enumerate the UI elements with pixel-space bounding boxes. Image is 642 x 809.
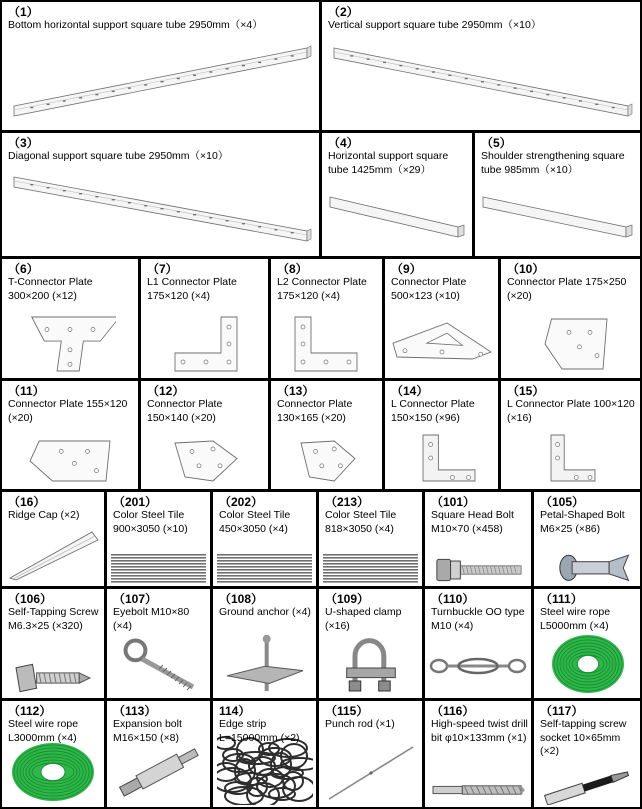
part-label: Color Steel Tile 818×3050 (×4): [325, 509, 397, 535]
u-clamp-icon: [339, 635, 403, 695]
part-number: （15）: [507, 384, 545, 398]
short-tube-icon: [479, 189, 636, 249]
part-label: Color Steel Tile 900×3050 (×10): [113, 509, 188, 535]
part-label: Diagonal support square tube 2950mm（×10）: [8, 150, 229, 162]
part-number: （213）: [325, 495, 370, 509]
steel-tile-icon: [111, 554, 206, 584]
part-label: Vertical support square tube 2950mm（×10）: [328, 19, 542, 31]
part-label: L Connector Plate 150×150 (×96): [391, 398, 475, 424]
pentagon-plate-icon: [171, 437, 241, 485]
part-cell-3: [2, 133, 319, 256]
part-cell-2: [322, 2, 640, 130]
part-cell-8: [271, 259, 382, 378]
part-label: Connector Plate 500×123 (×10): [391, 276, 467, 302]
part-label: Connector Plate 150×140 (×20): [147, 398, 223, 424]
part-label: Steel wire rope L3000mm (×4): [8, 718, 79, 744]
part-cell-115: [319, 701, 422, 807]
part-cell-114: [213, 701, 316, 807]
part-label: L Connector Plate 100×120 (×16): [507, 398, 635, 424]
part-label: L2 Connector Plate 175×120 (×4): [277, 276, 367, 302]
part-label: Ground anchor (×4): [219, 606, 311, 618]
part-number: （3）: [8, 136, 39, 150]
part-cell-105: [534, 492, 640, 586]
part-cell-6: [2, 259, 138, 378]
edge-strip-coil-icon: [217, 735, 313, 805]
part-cell-112: [2, 701, 104, 807]
wire-rope-coil-icon: [10, 741, 96, 803]
turnbuckle-icon: [429, 649, 527, 683]
part-number: （201）: [113, 495, 158, 509]
part-cell-117: [534, 701, 640, 807]
part-label: Bottom horizontal support square tube 2950mm（×4）: [8, 19, 263, 31]
part-label: High-speed twist drill bit φ10×133mm (×1): [431, 718, 528, 744]
part-cell-9: [385, 259, 498, 378]
petal-bolt-icon: [544, 548, 632, 584]
part-label: Square Head Bolt M10×70 (×458): [431, 509, 514, 535]
part-cell-4: [322, 133, 472, 256]
trapezoid-plate-icon: [541, 315, 611, 373]
eyebolt-icon: [117, 633, 201, 695]
part-label: Punch rod (×1): [325, 718, 395, 730]
part-label: Color Steel Tile 450×3050 (×4): [219, 509, 291, 535]
part-label: Self-tapping screw socket 10×65mm (×2): [540, 718, 627, 757]
part-cell-110: [425, 589, 531, 698]
part-label: Edge strip L=15000mm (×2): [219, 718, 300, 744]
part-label: Petal-Shaped Bolt M6×25 (×86): [540, 509, 625, 535]
part-number: （16）: [8, 495, 46, 509]
part-number: （110）: [431, 592, 475, 606]
part-number: （12）: [147, 384, 185, 398]
part-number: 114）: [219, 704, 251, 718]
angle-bracket-icon: [409, 431, 479, 485]
part-number: （113）: [113, 704, 157, 718]
part-cell-109: [319, 589, 422, 698]
part-number: （5）: [481, 136, 512, 150]
part-number: （105）: [540, 495, 585, 509]
part-cell-106: [2, 589, 104, 698]
expansion-bolt-icon: [113, 741, 205, 803]
long-plate-icon: [391, 319, 493, 363]
part-number: （115）: [325, 704, 369, 718]
ridge-cap-icon: [6, 526, 100, 582]
part-label: Self-Tapping Screw M6.3×25 (×320): [8, 606, 99, 632]
part-cell-116: [425, 701, 531, 807]
part-label: Ridge Cap (×2): [8, 509, 80, 521]
ground-anchor-icon: [223, 631, 307, 695]
part-cell-7: [141, 259, 268, 378]
part-number: （1）: [8, 5, 39, 19]
socket-bit-icon: [540, 769, 634, 805]
l2-plate-icon: [291, 315, 361, 373]
part-number: （4）: [328, 136, 359, 150]
part-number: （8）: [277, 262, 308, 276]
trapezoid-plate-icon: [26, 437, 114, 485]
part-cell-12: [141, 381, 268, 489]
part-number: （9）: [391, 262, 422, 276]
part-number: （108）: [219, 592, 264, 606]
part-cell-113: [107, 701, 210, 807]
part-label: Shoulder strengthening square tube 985mm（×10）: [481, 150, 625, 176]
t-plate-icon: [24, 315, 116, 373]
part-number: （10）: [507, 262, 545, 276]
part-cell-111: [534, 589, 640, 698]
part-number: （11）: [8, 384, 45, 398]
part-label: Eyebolt M10×80 (×4): [113, 606, 190, 632]
part-cell-1: [2, 2, 319, 130]
part-label: U-shaped clamp (×16): [325, 606, 402, 632]
part-number: （13）: [277, 384, 315, 398]
part-cell-108: [213, 589, 316, 698]
part-label: Connector Plate 175×250 (×20): [507, 276, 627, 302]
part-label: T-Connector Plate 300×200 (×12): [8, 276, 93, 302]
hex-bolt-icon: [429, 556, 527, 584]
long-tube-icon: [8, 42, 313, 126]
part-cell-213: [319, 492, 422, 586]
short-tube-icon: [326, 189, 468, 249]
wire-rope-coil-icon: [550, 633, 626, 695]
drill-bit-icon: [429, 775, 527, 805]
part-number: （2）: [328, 5, 359, 19]
part-number: （117）: [540, 704, 584, 718]
part-label: Steel wire rope L5000mm (×4): [540, 606, 611, 632]
part-label: Connector Plate 155×120 (×20): [8, 398, 128, 424]
punch-rod-icon: [325, 741, 417, 805]
part-cell-16: [2, 492, 104, 586]
part-number: （14）: [391, 384, 429, 398]
part-label: Horizontal support square tube 1425mm（×29）: [328, 150, 449, 176]
part-cell-201: [107, 492, 210, 586]
part-label: Expansion bolt M16×150 (×8): [113, 718, 182, 744]
part-cell-10: [501, 259, 640, 378]
part-cell-101: [425, 492, 531, 586]
part-cell-202: [213, 492, 316, 586]
part-cell-11: [2, 381, 138, 489]
part-number: （111）: [540, 592, 583, 606]
part-cell-15: [501, 381, 640, 489]
part-number: （101）: [431, 495, 476, 509]
part-number: （6）: [8, 262, 39, 276]
part-cell-107: [107, 589, 210, 698]
part-number: （116）: [431, 704, 475, 718]
angle-bracket-icon: [539, 431, 599, 485]
part-number: （107）: [113, 592, 158, 606]
part-label: L1 Connector Plate 175×120 (×4): [147, 276, 237, 302]
l-plate-icon: [171, 315, 241, 373]
long-tube-icon: [8, 171, 313, 251]
part-number: （7）: [147, 262, 178, 276]
long-tube-icon: [328, 42, 634, 126]
part-label: Connector Plate 130×165 (×20): [277, 398, 353, 424]
part-number: （202）: [219, 495, 264, 509]
part-label: Turnbuckle OO type M10 (×4): [431, 606, 525, 632]
part-cell-13: [271, 381, 382, 489]
part-number: （106）: [8, 592, 53, 606]
part-number: （109）: [325, 592, 370, 606]
part-cell-5: [475, 133, 640, 256]
part-number: （112）: [8, 704, 52, 718]
self-tapping-screw-icon: [12, 661, 94, 695]
steel-tile-icon: [217, 554, 312, 584]
part-cell-14: [385, 381, 498, 489]
pentagon-plate-icon: [297, 437, 359, 485]
steel-tile-icon: [323, 554, 418, 584]
